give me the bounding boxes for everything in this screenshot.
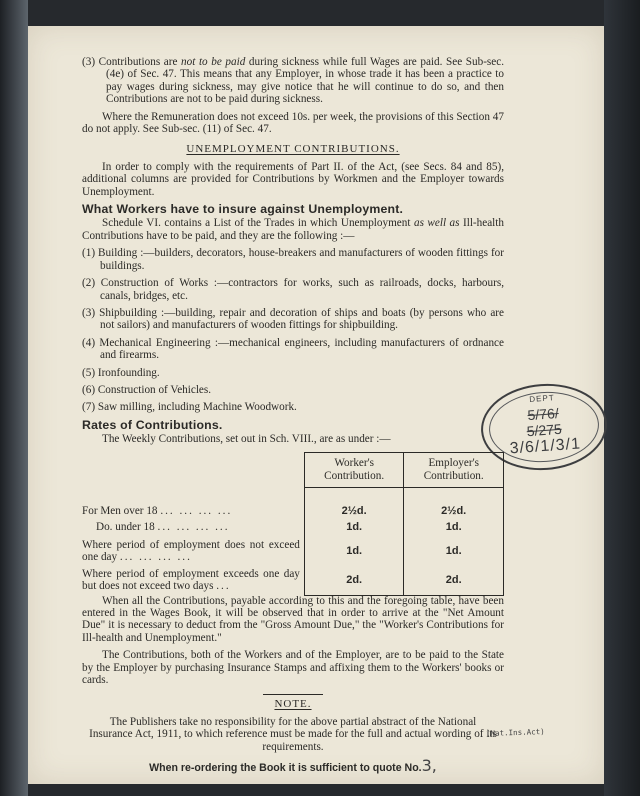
book-spine — [0, 0, 28, 796]
row-dots: ... ... ... ... — [157, 520, 230, 533]
trade-item: (4) Mechanical Engineering :—mechanical engineers, including manufacturers of ordnance and firearms. — [82, 336, 504, 362]
rates-intro: The Weekly Contributions, set out in Sch. VIII., are as under :— — [102, 433, 391, 446]
worker-value: 1d. — [304, 517, 404, 537]
book-cover-edge — [604, 0, 640, 796]
stamp-line-1: 5/76/ — [526, 404, 560, 424]
note-divider — [82, 694, 504, 695]
row-dots: ... ... ... ... — [119, 551, 192, 564]
employer-value: 2d. — [404, 565, 504, 595]
table-header-row — [82, 452, 504, 487]
trades-list — [82, 247, 504, 413]
trade-item: (5) Ironfounding. — [82, 366, 160, 379]
row-label — [82, 517, 304, 537]
contributions-table-wrap — [82, 452, 504, 593]
stamp-top-text: DEPT — [529, 393, 555, 404]
trade-item: (6) Construction of Vehicles. — [82, 383, 212, 396]
stamp-line-2: 5/275 — [526, 420, 563, 440]
table-header-empty — [82, 452, 304, 487]
table-row — [82, 487, 504, 517]
clause-3-rest: during sickness while full Wages are paid. See Sub-sec. (4e) of Sec. 47. This means that any Employer, in whose trade it has been a practice to pay wages during sickness, may give notice that he will continue to do so, and then Contributions are not to be paid during sickness. — [106, 56, 504, 106]
unemployment-intro: In order to comply with the requirements of Part II. of the Act, (see Secs. 84 and 85), additional columns are provided for Contributions by Workmen and the Employer towards Unemployment. — [82, 160, 504, 198]
note-heading — [82, 698, 504, 710]
row-label-text: Where period of employment exceeds one day but does not exceed two days — [82, 567, 300, 593]
table-row — [82, 565, 504, 595]
employer-column-header: Employer's Contribution. — [404, 452, 504, 487]
note-heading-text: NOTE. — [274, 698, 312, 711]
handwritten-number: 3, — [421, 756, 437, 776]
worker-column-header: Worker's Contribution. — [304, 452, 404, 487]
employer-value: 2½d. — [404, 487, 504, 517]
schedule-start: Schedule VI. contains a List of the Trades in which Unemployment — [102, 217, 414, 230]
unemployment-heading-text: UNEMPLOYMENT CONTRIBUTIONS. — [186, 143, 400, 156]
stamp-line-3: 3/6/1/3/1 — [509, 435, 582, 458]
schedule-italic: as well as — [413, 217, 460, 230]
rates-heading: Rates of Contributions. — [82, 417, 223, 432]
row-label — [82, 565, 304, 595]
row-dots: ... ... ... ... — [160, 504, 233, 517]
workers-heading: What Workers have to insure against Unemployment. — [82, 202, 404, 217]
insurance-stamps-paragraph: The Contributions, both of the Workers and of the Employer, are to be paid to the State by the Employer by purchasing Insurance Stamps and affixing them to the Workers' books or cards. — [82, 649, 504, 686]
row-label-text: Where period of employment does not exceed one day — [82, 538, 300, 564]
trade-item: (1) Building :—builders, decorators, house-breakers and manufacturers of wooden fittings for buildings. — [82, 247, 504, 272]
note-top-rule — [263, 694, 323, 695]
row-label — [82, 487, 304, 517]
reorder-text: When re-ordering the Book it is sufficient to quote No. — [149, 762, 422, 775]
reorder-footer — [82, 756, 504, 776]
row-label-text: For Men over 18 — [82, 504, 158, 517]
worker-value: 2½d. — [304, 487, 404, 517]
worker-value: 1d. — [304, 537, 404, 565]
clause-3-italic: not to be paid — [181, 56, 246, 68]
trade-item: (2) Construction of Works :—contractors for works, such as railroads, docks, harbours, canals, bridges, etc. — [82, 277, 504, 302]
table-row — [82, 537, 504, 565]
schedule-paragraph — [82, 217, 504, 242]
trade-item: (3) Shipbuilding :—building, repair and decoration of ships and boats (by persons who are not sailors) and manufacturers of wooden fittings for shipbuilding. — [82, 306, 504, 332]
table-row — [82, 517, 504, 537]
row-label-text: Do. under 18 — [96, 520, 155, 533]
net-amount-paragraph: When all the Contributions, payable according to this and the foregoing table, have been entered in the Wages Book, it will be observed that in order to arrive at the "Net Amount Due" it is necessary to deduct from the "Gross Amount Due," the "Worker's Contributions for Ill-health and Unemployment." — [82, 594, 504, 644]
trade-item: (7) Saw milling, including Machine Woodwork. — [82, 401, 297, 414]
contributions-table — [82, 452, 504, 596]
employer-value: 1d. — [404, 537, 504, 565]
row-label — [82, 537, 304, 565]
contribution-clause-3 — [82, 56, 504, 106]
unemployment-heading — [82, 143, 504, 155]
schedule-rest: Ill-health Contributions have to be paid, and they are the following :— — [82, 217, 504, 242]
remuneration-paragraph: Where the Remuneration does not exceed 10s. per week, the provisions of this Section 47 do not apply. See Sub-sec. (11) of Sec. 47. — [82, 110, 504, 136]
note-text: The Publishers take no responsibility for the above partial abstract of the National Insurance Act, 1911, to which reference must be made for the full and actual wording of its requirements. — [89, 715, 497, 753]
handwritten-annotation: (Nat.Ins.Act) — [485, 726, 545, 739]
row-dots: ... — [216, 580, 231, 593]
clause-3-start: (3) Contributions are — [82, 56, 182, 68]
employer-value: 1d. — [404, 517, 504, 537]
worker-value: 2d. — [304, 565, 404, 595]
document-content — [82, 56, 504, 774]
